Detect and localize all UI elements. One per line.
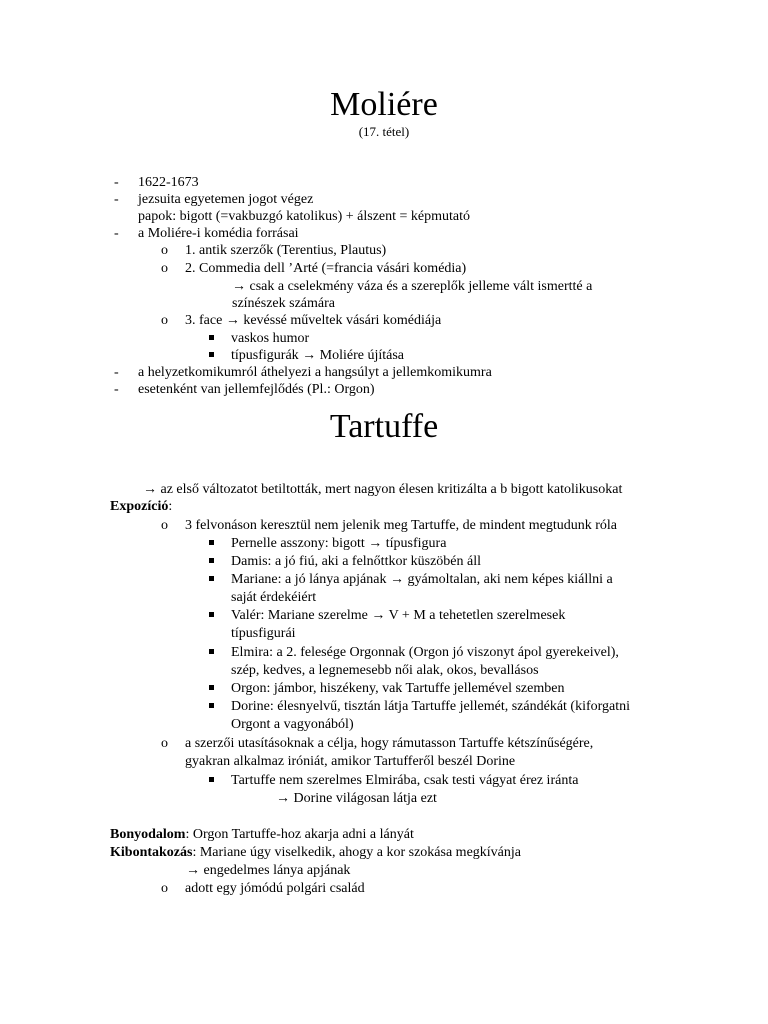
arrow-icon: →	[186, 863, 200, 878]
circle-bullet: o	[161, 881, 168, 896]
square-bullet-icon	[209, 612, 214, 617]
character-dorine: Dorine: élesnyelvű, tisztán látja Tartuffe jellemét, szándékát (kiforgatni	[231, 699, 631, 714]
development-label: Kibontakozás	[110, 845, 193, 860]
list-item-development: esetenként van jellemfejlődés (Pl.: Orgon)	[138, 382, 375, 397]
arrow-icon: →	[225, 313, 240, 328]
dash-bullet: -	[114, 382, 119, 397]
list-item-source3	[185, 312, 441, 330]
square-bullet-icon	[209, 576, 214, 581]
list-item-jesuit: jezsuita egyetemen jogot végez	[138, 192, 314, 207]
square-bullet-icon	[209, 558, 214, 563]
valer-post: V + M a tehetetlen szerelmesek	[388, 608, 566, 623]
list-item-shift: a helyzetkomikumról áthelyezi a hangsúlyt a jellemkomikumra	[138, 365, 492, 380]
banned-text: az első változatot betiltották, mert nagyon élesen kritizálta a b bigott katolikusokat	[160, 482, 623, 497]
character-valer	[231, 607, 565, 625]
square-bullet-icon	[209, 335, 214, 340]
list-item-dorine-sees	[276, 790, 437, 808]
circle-bullet: o	[161, 736, 168, 751]
character-elmira-cont: szép, kedves, a legnemesebb női alak, okos, bevallásos	[231, 663, 539, 678]
development-line	[110, 844, 521, 862]
character-dorine-cont: Orgont a vagyonából)	[231, 717, 354, 732]
dash-bullet: -	[114, 192, 119, 207]
list-item-family: adott egy jómódú polgári család	[185, 881, 365, 896]
character-damis: Damis: a jó fiú, aki a felnőttkor küszöbén áll	[231, 554, 481, 569]
character-mariane	[231, 571, 613, 589]
mariane-post: gyámoltalan, aki nem képes kiállni a	[407, 572, 613, 587]
list-item-years: 1622-1673	[138, 175, 199, 190]
list-item-priests: papok: bigott (=vakbuzgó katolikus) + álszent = képmutató	[138, 209, 471, 224]
list-item-author-intent: a szerzői utasításoknak a célja, hogy rámutasson Tartuffe kétszínűségére,	[185, 736, 594, 751]
arrow-icon: →	[276, 791, 290, 806]
types-post: Moliére újítása	[319, 348, 405, 363]
list-item-source2: 2. Commedia dell ’Arté (=francia vásári komédia)	[185, 261, 467, 276]
page-title-tartuffe: Tartuffe	[329, 408, 439, 445]
square-bullet-icon	[209, 703, 214, 708]
square-bullet-icon	[209, 649, 214, 654]
character-elmira: Elmira: a 2. felesége Orgonnak (Orgon jó viszonyt ápol gyerekeivel),	[231, 645, 619, 660]
arrow-icon: →	[302, 348, 317, 363]
square-bullet-icon	[209, 777, 214, 782]
arrow-icon: →	[389, 572, 404, 587]
list-item-humor: vaskos humor	[231, 331, 310, 346]
square-bullet-icon	[209, 685, 214, 690]
list-item-acts: 3 felvonáson keresztül nem jelenik meg Tartuffe, de mindent megtudunk róla	[185, 518, 617, 533]
circle-bullet: o	[161, 243, 168, 258]
mariane-pre: Mariane: a jó lánya apjának	[231, 572, 387, 587]
obedient-text: engedelmes lánya apjának	[203, 863, 351, 878]
page-title-moliere: Moliére	[330, 86, 438, 123]
dash-bullet: -	[114, 175, 119, 190]
arrow-icon: →	[371, 608, 386, 623]
arrow-icon: →	[143, 482, 157, 497]
source3-pre: 3. face	[185, 313, 223, 328]
circle-bullet: o	[161, 518, 168, 533]
list-item-types	[231, 347, 404, 365]
complication-label: Bonyodalom	[110, 827, 186, 842]
note-text: csak a cselekmény váza és a szereplők jelleme vált ismertté a	[249, 279, 593, 294]
complication-line	[110, 826, 414, 844]
exposition-colon: :	[168, 499, 173, 514]
square-bullet-icon	[209, 352, 214, 357]
character-pernelle	[231, 535, 446, 553]
obedient-line	[186, 862, 350, 880]
arrow-icon: →	[368, 536, 383, 551]
list-item-source1: 1. antik szerzők (Terentius, Plautus)	[185, 243, 387, 258]
pernelle-pre: Pernelle asszony: bigott	[231, 536, 365, 551]
arrow-icon: →	[232, 279, 246, 294]
exposition-heading	[110, 498, 172, 516]
character-valer-cont: típusfigurái	[231, 626, 296, 641]
list-item-not-love: Tartuffe nem szerelmes Elmirába, csak testi vágyat érez iránta	[231, 773, 579, 788]
dash-bullet: -	[114, 365, 119, 380]
source3-post: kevéssé műveltek vásári komédiája	[243, 313, 442, 328]
square-bullet-icon	[209, 540, 214, 545]
subtitle-tetel: (17. tétel)	[358, 124, 410, 139]
development-text: : Mariane úgy viselkedik, ahogy a kor szokása megkívánja	[192, 845, 521, 860]
list-item-author-intent-cont: gyakran alkalmaz iróniát, amikor Tartufferől beszél Dorine	[185, 754, 516, 769]
list-item-sources: a Moliére-i komédia forrásai	[138, 226, 299, 241]
types-pre: típusfigurák	[231, 348, 299, 363]
dorine-sees-text: Dorine világosan látja ezt	[293, 791, 437, 806]
valer-pre: Valér: Mariane szerelme	[231, 608, 368, 623]
list-item-source2-note	[232, 278, 592, 296]
pernelle-post: típusfigura	[385, 536, 447, 551]
circle-bullet: o	[161, 313, 168, 328]
character-orgon: Orgon: jámbor, hiszékeny, vak Tartuffe jellemével szemben	[231, 681, 565, 696]
circle-bullet: o	[161, 261, 168, 276]
banned-line	[143, 481, 622, 499]
dash-bullet: -	[114, 226, 119, 241]
list-item-source2-note-cont: színészek számára	[232, 296, 335, 311]
exposition-label: Expozíció	[110, 499, 169, 514]
character-mariane-cont: saját érdekéiért	[231, 590, 317, 605]
complication-text: : Orgon Tartuffe-hoz akarja adni a lányát	[185, 827, 414, 842]
